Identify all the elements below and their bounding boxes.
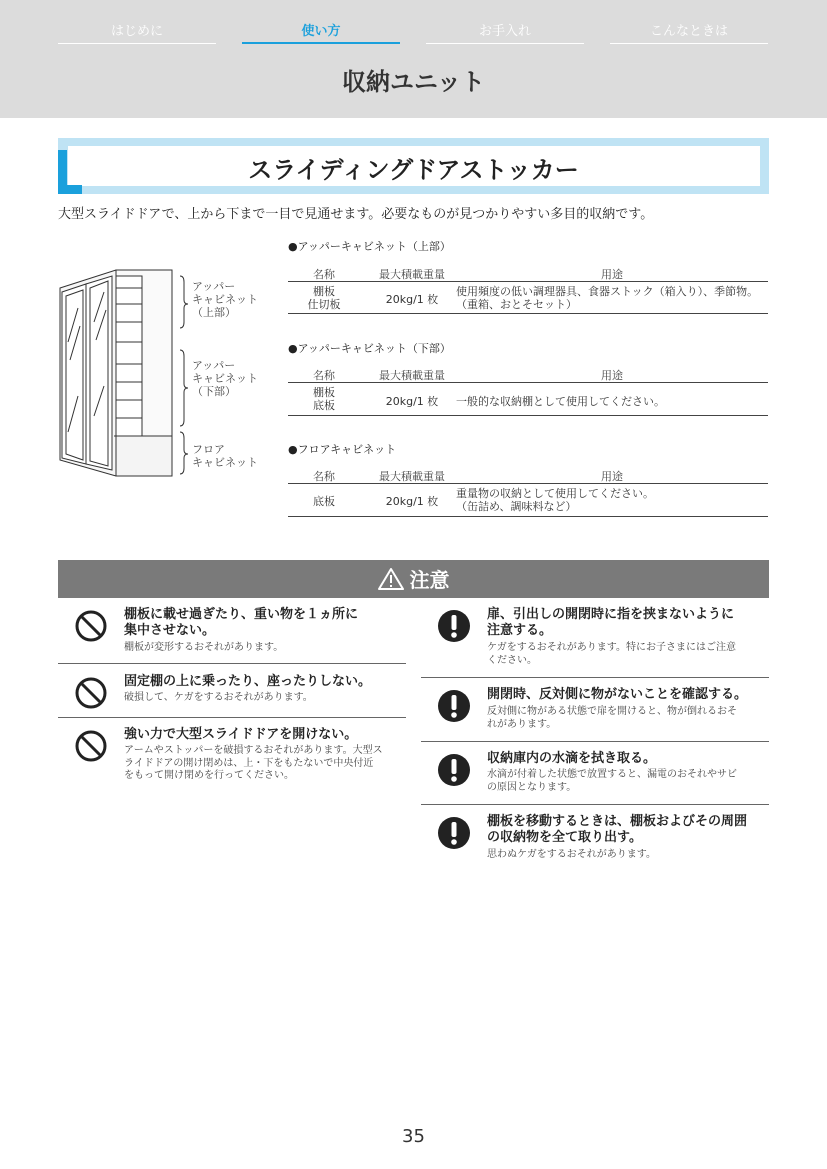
table-header: 名称 最大積載重量 用途 (288, 466, 768, 484)
label-upper-cabinet-top: アッパー キャビネット （上部） (192, 280, 258, 319)
upper-bottom-table (288, 365, 768, 416)
label-upper-cabinet-bottom: アッパー キャビネット （下部） (192, 359, 258, 398)
mandatory-icon (437, 689, 471, 723)
floor-heading: ●フロアキャビネット (288, 443, 397, 456)
divider (58, 663, 406, 664)
chapter-title: 収納ユニット (341, 68, 486, 96)
tab-maintenance[interactable]: お手入れ (426, 22, 584, 44)
caution-item: 扉、引出しの開閉時に指を挟まないように 注意する。 ケガをするおそれがあります。特にお子さまにはご注意 ください。 (421, 607, 769, 673)
table-header: 名称 最大積載重量 用途 (288, 365, 768, 383)
section-title: スライディングドアストッカー (248, 156, 579, 184)
mandatory-icon (437, 609, 471, 643)
upper-bottom-heading: ●アッパーキャビネット（下部） (288, 342, 451, 355)
page-header (0, 0, 827, 118)
table-header: 名称 最大積載重量 用途 (288, 264, 768, 282)
mandatory-icon (437, 753, 471, 787)
mandatory-icon (437, 816, 471, 850)
chapter-tabs (58, 22, 769, 44)
caution-item: 強い力で大型スライドドアを開けない。 アームやストッパーを破損するおそれがあります。大型ス ライドドアの開け閉めは、上・下をもたないで中央付近 をもって開け閉めを行ってください。 (58, 727, 406, 797)
divider (421, 677, 769, 678)
tab-troubleshooting[interactable]: こんなときは (610, 22, 768, 44)
prohibition-icon (74, 729, 108, 763)
caution-item: 棚板に載せ過ぎたり、重い物を１ヵ所に 集中させない。 棚板が変形するおそれがあります。 (58, 607, 406, 662)
section-intro: 大型スライドドアで、上から下まで一目で見通せます。必要なものが見つかりやすい多目的収納です。 (58, 207, 654, 222)
caution-item: 収納庫内の水滴を拭き取る。 水滴が付着した状態で放置すると、漏電のおそれやサビ の原因となります。 (421, 751, 769, 801)
warning-triangle-icon (378, 567, 404, 591)
tab-introduction[interactable]: はじめに (58, 22, 216, 44)
table-row: 棚板 仕切板 20kg/1 枚 使用頻度の低い調理器具、食器ストック（箱入り）、季節物。 （重箱、おとそセット） (288, 282, 768, 314)
caution-item: 固定棚の上に乗ったり、座ったりしない。 破損して、ケガをするおそれがあります。 (58, 674, 406, 714)
prohibition-icon (74, 676, 108, 710)
upper-top-heading: ●アッパーキャビネット（上部） (288, 240, 451, 253)
table-row: 底板 20kg/1 枚 重量物の収納として使用してください。 （缶詰め、調味料など） (288, 484, 768, 517)
divider (58, 717, 406, 718)
label-floor-cabinet: フロア キャビネット (192, 443, 258, 469)
caution-title: 注意 (409, 568, 450, 592)
caution-item: 棚板を移動するときは、棚板およびその周囲 の収納物を全て取り出す。 思わぬケガをするおそれがあります。 (421, 814, 769, 866)
prohibition-icon (74, 609, 108, 643)
caution-item: 開閉時、反対側に物がないことを確認する。 反対側に物がある状態で扉を開けると、物が倒れるおそ れがあります。 (421, 687, 769, 737)
caution-banner (58, 560, 769, 598)
tab-usage[interactable]: 使い方 (242, 22, 400, 44)
page-number: 35 (402, 1126, 425, 1147)
table-row: 棚板 底板 20kg/1 枚 一般的な収納棚として使用してください。 (288, 383, 768, 416)
floor-table (288, 466, 768, 517)
divider (421, 804, 769, 805)
divider (421, 741, 769, 742)
upper-top-table (288, 264, 768, 314)
